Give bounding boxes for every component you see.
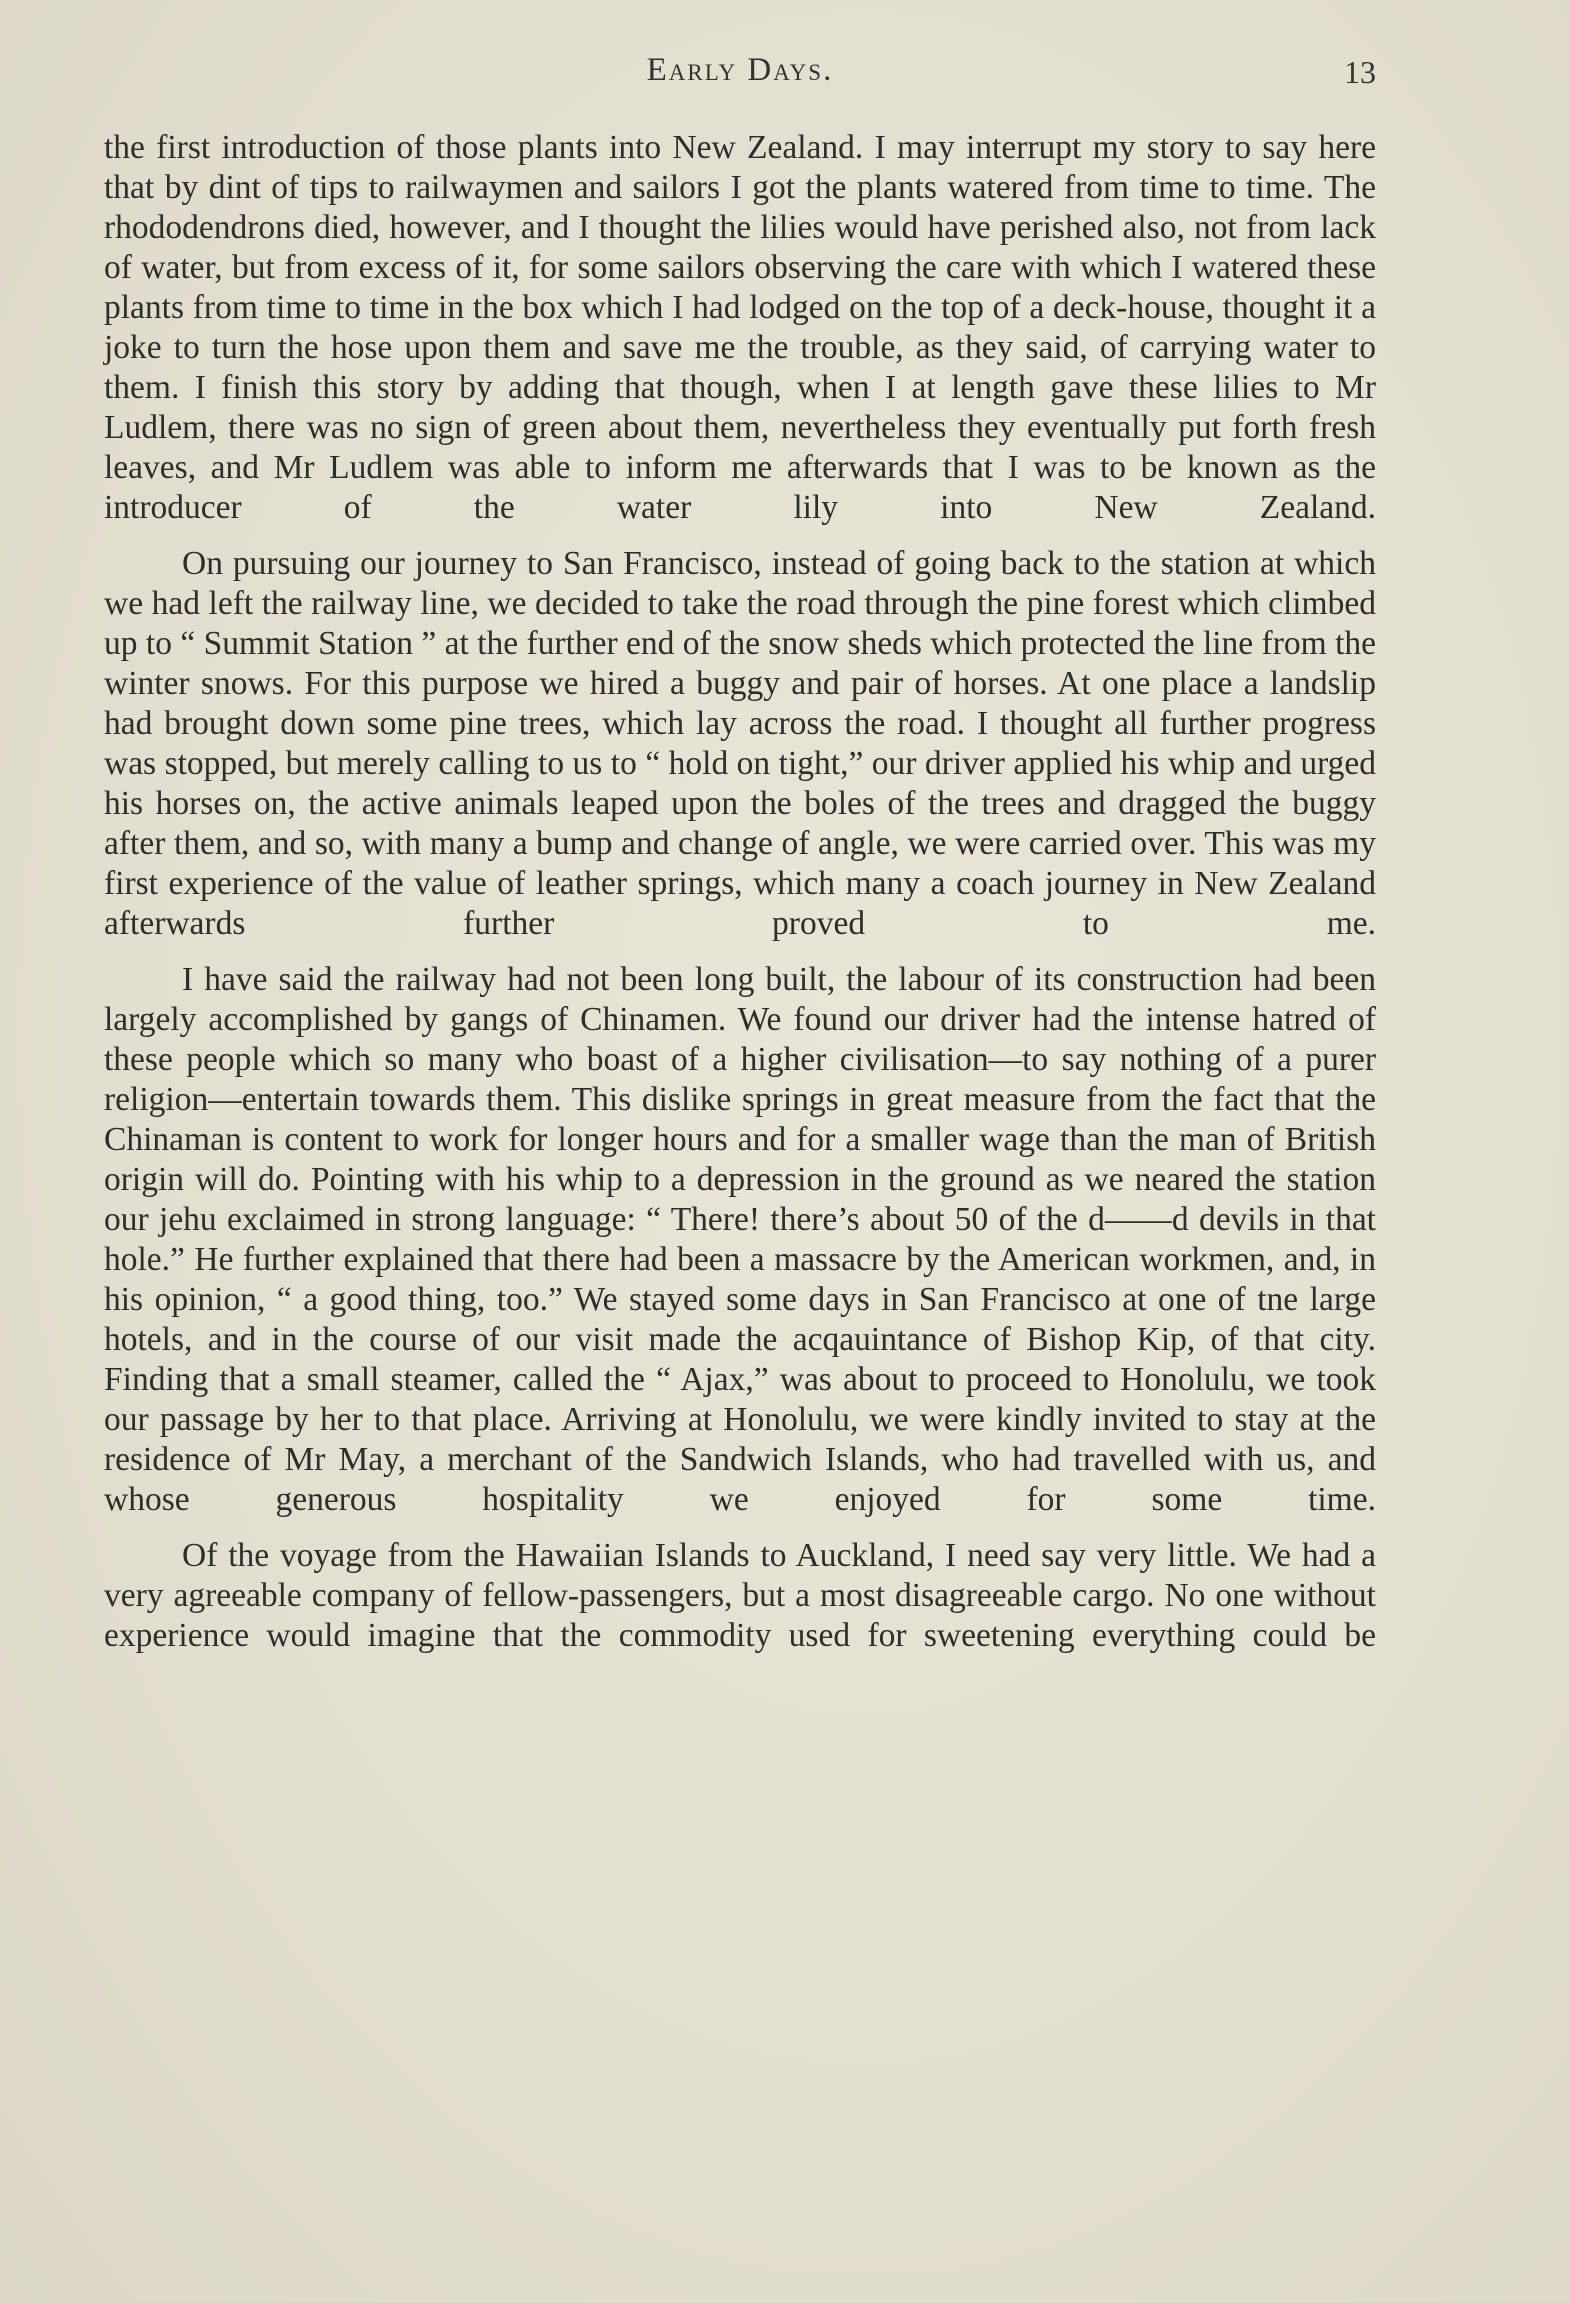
running-head (104, 52, 1376, 96)
paragraph-voyage-auckland: Of the voyage from the Hawaiian Islands to Auckland, I need say very little. We had a very agreeable company of fellow-passengers, but a most disagreeable cargo. No one without experience would imagine that the commodity used for sweetening everything could be (104, 1537, 1376, 1654)
running-title: Early Days. (646, 52, 834, 88)
page-number: 13 (1344, 54, 1376, 90)
paragraph-continued: the first introduction of those plants into New Zealand. I may interrupt my story to say here that by dint of tips to railwaymen and sailors I got the plants watered from time to time. The rhododendrons died, however, and I thought the lilies would have perished also, not from lack of water, but from excess of it, for some sailors observing the care with which I watered these plants from time to time in the box which I had lodged on the top of a deck-house, thought it a joke to turn the hose upon them and save me the trouble, as they said, of carrying water to them. I finish this story by adding that though, when I at length gave these lilies to Mr Ludlem, there was no sign of green about them, nevertheless they eventually put forth fresh leaves, and Mr Ludlem was able to inform me afterwards that I was to be known as the introducer of the water lily into New Zealand. (104, 129, 1376, 526)
paragraph-journey-san-francisco: On pursuing our journey to San Francisco, instead of going back to the station at which we had left the railway line, we decided to take the road through the pine forest which climbed up to “ Summit Station ” at the further end of the snow sheds which protected the line from the winter snows. For this purpose we hired a buggy and pair of horses. At one place a landslip had brought down some pine trees, which lay across the road. I thought all further progress was stopped, but merely calling to us to “ hold on tight,” our driver applied his whip and urged his horses on, the active animals leaped upon the boles of the trees and dragged the buggy after them, and so, with many a bump and change of angle, we were carried over. This was my first experience of the value of leather springs, which many a coach journey in New Zealand afterwards further proved to me. (104, 545, 1376, 942)
body-text (104, 128, 1376, 1656)
paragraph-railway-chinamen: I have said the railway had not been long built, the labour of its construction had been largely accomplished by gangs of Chinamen. We found our driver had the intense hatred of these people which so many who boast of a higher civilisation—to say nothing of a purer religion—entertain towards them. This dislike springs in great measure from the fact that the Chinaman is content to work for longer hours and for a smaller wage than the man of British origin will do. Pointing with his whip to a depression in the ground as we neared the station our jehu exclaimed in strong language: “ There! there’s about 50 of the d——d devils in that hole.” He further explained that there had been a massacre by the American workmen, and, in his opinion, “ a good thing, too.” We stayed some days in San Francisco at one of tne large hotels, and in the course of our visit made the acqauintance of Bishop Kip, of that city. Finding that a small steamer, called the “ Ajax,” was about to proceed to Honolulu, we took our passage by her to that place. Arriving at Honolulu, we were kindly invited to stay at the residence of Mr May, a merchant of the Sandwich Islands, who had travelled with us, and whose generous hospitality we enjoyed for some time. (104, 961, 1376, 1518)
